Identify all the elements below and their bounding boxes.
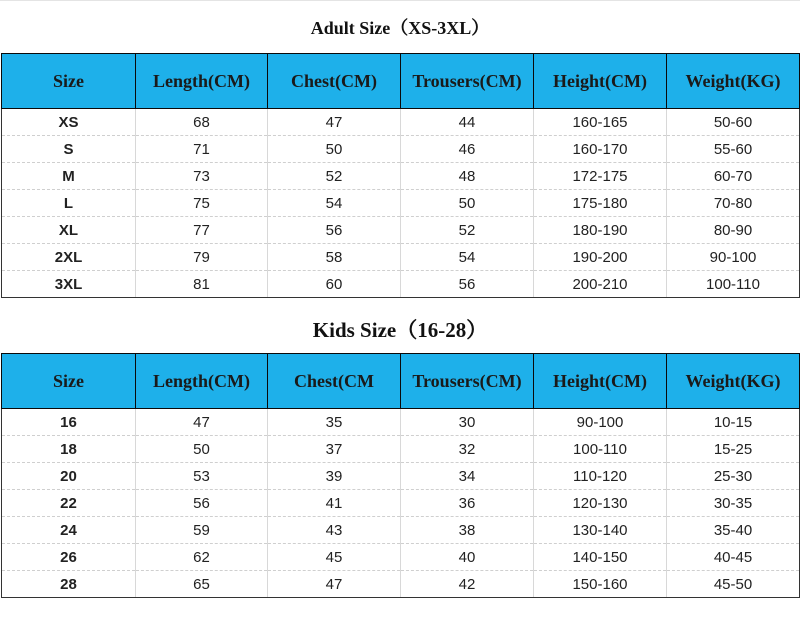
kids-size-table: [1, 353, 800, 598]
cell-trousers: 56: [401, 271, 534, 298]
cell-weight: 55-60: [667, 136, 800, 163]
cell-trousers: 46: [401, 136, 534, 163]
cell-chest: 50: [268, 136, 401, 163]
cell-weight: 45-50: [667, 571, 800, 598]
cell-height: 140-150: [534, 544, 667, 571]
cell-length: 47: [136, 409, 268, 436]
cell-chest: 43: [268, 517, 401, 544]
cell-length: 71: [136, 136, 268, 163]
cell-length: 75: [136, 190, 268, 217]
cell-size: 22: [2, 490, 136, 517]
cell-weight: 15-25: [667, 436, 800, 463]
cell-chest: 47: [268, 109, 401, 136]
cell-trousers: 30: [401, 409, 534, 436]
cell-height: 160-170: [534, 136, 667, 163]
cell-trousers: 38: [401, 517, 534, 544]
cell-weight: 25-30: [667, 463, 800, 490]
cell-height: 160-165: [534, 109, 667, 136]
cell-height: 200-210: [534, 271, 667, 298]
table-row: [2, 244, 800, 271]
cell-length: 53: [136, 463, 268, 490]
cell-chest: 60: [268, 271, 401, 298]
top-divider: [0, 0, 800, 1]
cell-weight: 35-40: [667, 517, 800, 544]
kids-header-length: Length(CM): [136, 354, 268, 409]
kids-size-title: Kids Size（16-28）: [312, 318, 488, 342]
cell-chest: 54: [268, 190, 401, 217]
kids-header-trousers: Trousers(CM): [401, 354, 534, 409]
table-row: [2, 109, 800, 136]
table-row: [2, 490, 800, 517]
cell-weight: 50-60: [667, 109, 800, 136]
cell-size: 24: [2, 517, 136, 544]
cell-weight: 100-110: [667, 271, 800, 298]
cell-length: 56: [136, 490, 268, 517]
cell-trousers: 54: [401, 244, 534, 271]
cell-weight: 10-15: [667, 409, 800, 436]
cell-chest: 39: [268, 463, 401, 490]
cell-weight: 60-70: [667, 163, 800, 190]
cell-size: 18: [2, 436, 136, 463]
adult-header-length: Length(CM): [136, 54, 268, 109]
cell-size: 28: [2, 571, 136, 598]
cell-trousers: 50: [401, 190, 534, 217]
table-row: [2, 217, 800, 244]
table-row: [2, 544, 800, 571]
cell-trousers: 42: [401, 571, 534, 598]
adult-table-body: [2, 109, 800, 298]
cell-chest: 41: [268, 490, 401, 517]
cell-chest: 37: [268, 436, 401, 463]
kids-header-row: [2, 354, 800, 409]
cell-trousers: 52: [401, 217, 534, 244]
cell-size: S: [2, 136, 136, 163]
adult-header-chest: Chest(CM): [268, 54, 401, 109]
cell-height: 120-130: [534, 490, 667, 517]
cell-length: 59: [136, 517, 268, 544]
adult-header-trousers: Trousers(CM): [401, 54, 534, 109]
table-row: [2, 409, 800, 436]
table-row: [2, 436, 800, 463]
kids-header-height: Height(CM): [534, 354, 667, 409]
cell-trousers: 44: [401, 109, 534, 136]
cell-trousers: 48: [401, 163, 534, 190]
cell-height: 172-175: [534, 163, 667, 190]
cell-chest: 56: [268, 217, 401, 244]
cell-trousers: 40: [401, 544, 534, 571]
cell-size: 20: [2, 463, 136, 490]
cell-length: 81: [136, 271, 268, 298]
cell-size: 2XL: [2, 244, 136, 271]
cell-height: 175-180: [534, 190, 667, 217]
cell-height: 150-160: [534, 571, 667, 598]
table-row: [2, 136, 800, 163]
adult-size-title: Adult Size（XS-3XL）: [310, 18, 490, 38]
cell-height: 90-100: [534, 409, 667, 436]
cell-size: M: [2, 163, 136, 190]
kids-header-size: Size: [2, 354, 136, 409]
cell-trousers: 36: [401, 490, 534, 517]
cell-height: 180-190: [534, 217, 667, 244]
cell-length: 79: [136, 244, 268, 271]
cell-chest: 47: [268, 571, 401, 598]
table-row: [2, 571, 800, 598]
cell-length: 65: [136, 571, 268, 598]
cell-length: 62: [136, 544, 268, 571]
cell-chest: 52: [268, 163, 401, 190]
table-row: [2, 517, 800, 544]
cell-size: XL: [2, 217, 136, 244]
cell-height: 100-110: [534, 436, 667, 463]
table-row: [2, 190, 800, 217]
cell-weight: 90-100: [667, 244, 800, 271]
cell-height: 190-200: [534, 244, 667, 271]
table-row: [2, 271, 800, 298]
adult-header-height: Height(CM): [534, 54, 667, 109]
cell-length: 50: [136, 436, 268, 463]
table-row: [2, 163, 800, 190]
kids-header-weight: Weight(KG): [667, 354, 800, 409]
cell-trousers: 34: [401, 463, 534, 490]
cell-chest: 35: [268, 409, 401, 436]
cell-length: 73: [136, 163, 268, 190]
cell-weight: 30-35: [667, 490, 800, 517]
cell-weight: 70-80: [667, 190, 800, 217]
adult-header-weight: Weight(KG): [667, 54, 800, 109]
kids-table-body: [2, 409, 800, 598]
cell-size: 3XL: [2, 271, 136, 298]
cell-weight: 80-90: [667, 217, 800, 244]
adult-size-table: [1, 53, 800, 298]
cell-weight: 40-45: [667, 544, 800, 571]
cell-size: 16: [2, 409, 136, 436]
cell-size: L: [2, 190, 136, 217]
adult-header-size: Size: [2, 54, 136, 109]
cell-chest: 58: [268, 244, 401, 271]
kids-header-chest: Chest(CM: [268, 354, 401, 409]
cell-height: 110-120: [534, 463, 667, 490]
table-row: [2, 463, 800, 490]
cell-length: 77: [136, 217, 268, 244]
cell-height: 130-140: [534, 517, 667, 544]
adult-header-row: [2, 54, 800, 109]
cell-trousers: 32: [401, 436, 534, 463]
cell-size: XS: [2, 109, 136, 136]
cell-size: 26: [2, 544, 136, 571]
cell-chest: 45: [268, 544, 401, 571]
cell-length: 68: [136, 109, 268, 136]
